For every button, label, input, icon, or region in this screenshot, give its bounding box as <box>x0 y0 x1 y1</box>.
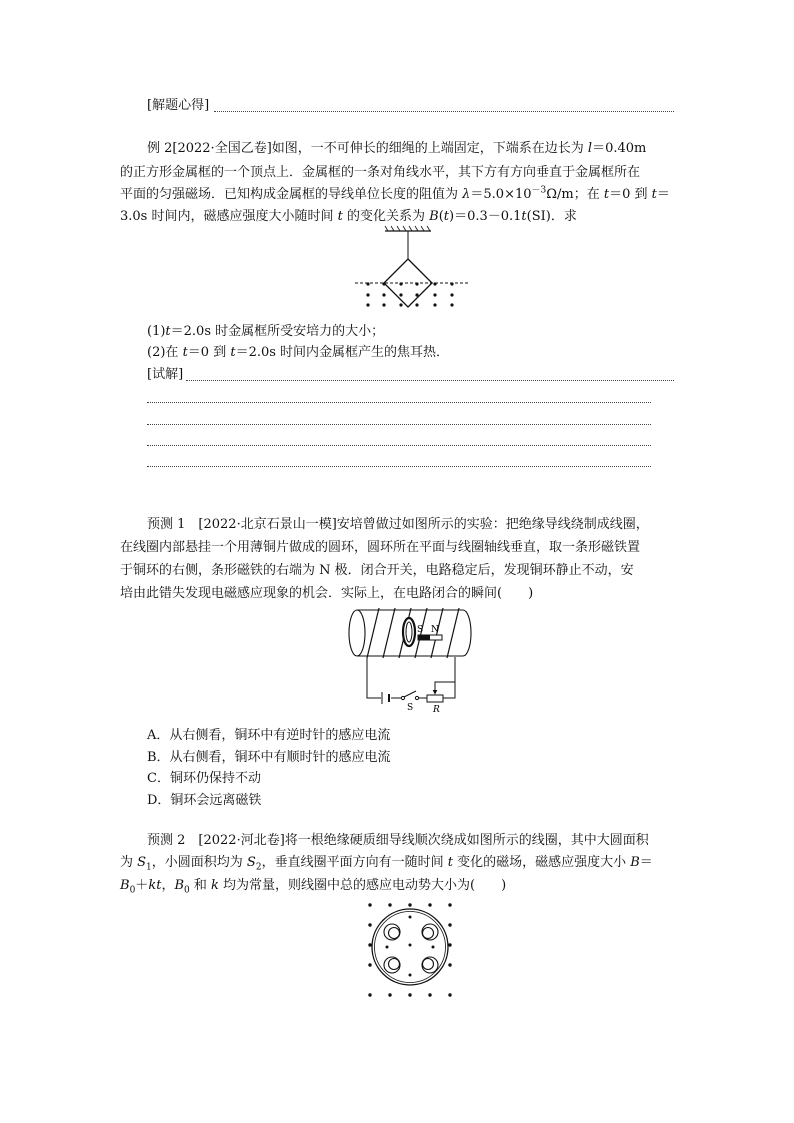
answer-line[interactable] <box>147 424 651 425</box>
p1-text: 于铜环的右侧，条形磁铁的右端为 N 极．闭合开关，电路稳定后，发现铜环静止不动，安 <box>120 563 634 578</box>
ceiling-hatch <box>385 226 430 231</box>
p2-subscript: 2 <box>255 862 262 873</box>
ex2-symbol-lambda: λ <box>462 187 471 202</box>
magnetic-field-dots <box>366 282 453 306</box>
ex2-symbol-t: t <box>603 187 610 202</box>
p2-text: ＝ <box>639 855 653 870</box>
p1-text: 在线圈内部悬挂一个用薄铜片做成的圆环，圆环所在平面与线圈轴线垂直，取一条形磁铁置 <box>120 540 641 555</box>
ex2-text: 的正方形金属框的一个顶点上．金属框的一条对角线水平，其下方有方向垂直于金属框所在 <box>120 165 641 180</box>
p1-figure <box>345 602 485 717</box>
small-circles <box>384 924 438 973</box>
ex2-text: ＝2.0s 时间内金属框产生的焦耳热． <box>235 345 450 360</box>
p2-subscript: 0 <box>184 885 190 896</box>
p1-label: 预测 1 <box>147 517 186 532</box>
ex2-label: 例 2 <box>147 141 173 156</box>
p1-line-4 <box>120 584 533 604</box>
p2-line-1 <box>147 831 649 851</box>
answer-line[interactable] <box>214 111 674 112</box>
ex2-text: )＝0.3－0.1 <box>449 209 522 224</box>
option-text: A．从右侧看，铜环中有逆时针的感应电流 <box>147 728 391 743</box>
switch-label: S <box>407 703 414 713</box>
ex2-figure <box>355 225 475 310</box>
p2-subscript: 1 <box>146 862 152 873</box>
ex2-line-2 <box>120 163 640 183</box>
p1-option-a[interactable] <box>147 726 390 746</box>
rheostat-label: R <box>433 705 440 715</box>
ex2-text: (2)在 <box>147 345 183 360</box>
p1-option-c[interactable] <box>147 769 261 789</box>
ex2-text: 如图，一不可伸长的细绳的上端固定，下端系在边长为 <box>271 141 588 156</box>
magnet-s-label: S <box>417 625 424 635</box>
ex2-symbol-t: t <box>230 345 236 360</box>
p2-text: ＋ <box>135 878 149 893</box>
p2-subscript: 0 <box>129 885 136 896</box>
p2-symbol-B: B <box>120 878 130 893</box>
ex2-text: ＝0 到 <box>609 187 652 202</box>
ex2-text: (SI)．求 <box>526 209 577 224</box>
ex2-line-3 <box>120 185 670 205</box>
p2-symbol-k: k <box>148 878 157 893</box>
ex2-text: 3.0s 时间内，磁感应强度大小随时间 <box>120 209 338 224</box>
p2-symbol-t: t <box>447 855 453 870</box>
ex2-text: ＝2.0s 时金属框所受安培力的大小； <box>170 324 385 339</box>
p1-line-3 <box>120 561 634 581</box>
ex2-text: ＝0 到 <box>187 345 231 360</box>
reflection-label <box>147 96 209 116</box>
answer-line[interactable] <box>186 380 674 381</box>
p1-source: [2022·北京石景山一模] <box>198 517 337 532</box>
p2-figure <box>360 895 470 1005</box>
p2-label: 预测 2 <box>147 833 186 848</box>
p1-text: 培由此错失发现电磁感应现象的机会．实际上，在电路闭合的瞬间( ) <box>120 586 534 601</box>
p2-symbol-t: t <box>156 878 162 893</box>
ex2-text: Ω/m；在 <box>546 187 604 202</box>
ex2-symbol-t: t <box>182 345 188 360</box>
rheostat-slider <box>433 690 437 694</box>
ex2-symbol-l: l <box>587 141 593 156</box>
ex2-question-2 <box>147 343 449 363</box>
battery-icon <box>382 692 389 704</box>
solenoid-left-end <box>349 610 365 656</box>
ex2-question-1 <box>147 322 384 342</box>
ex2-symbol-t: t <box>443 209 449 224</box>
ex2-text: 的变化关系为 <box>342 209 430 224</box>
p2-text: ， <box>161 878 175 893</box>
ex2-text: ( <box>438 209 444 224</box>
ex2-line-4 <box>120 207 577 227</box>
ex2-source: [2022·全国乙卷] <box>172 141 272 156</box>
switch-icon <box>401 691 418 700</box>
ex2-symbol-t: t <box>165 324 171 339</box>
p2-symbol-S1: S <box>137 855 147 870</box>
p2-line-3 <box>120 876 506 896</box>
p2-text: ，垂直线圈平面方向有一随时间 <box>261 855 448 870</box>
p1-text: 安培曾做过如图所示的实验：把绝缘导线绕制成线圈， <box>336 517 649 532</box>
ex2-text: ＝ <box>656 187 670 202</box>
ex2-text: 平面的匀强磁场．已知构成金属框的导线单位长度的阻值为 <box>120 187 463 202</box>
option-text: D．铜环会远离磁铁 <box>147 793 262 808</box>
ex2-symbol-t: t <box>337 209 343 224</box>
p2-text: 均为常量，则线圈中总的感应电动势大小为( ) <box>218 878 507 893</box>
reflection-label-text: [解题心得] <box>147 98 210 113</box>
ex2-symbol-t: t <box>651 187 657 202</box>
option-text: B．从右侧看，铜环中有顺时针的感应电流 <box>147 750 391 765</box>
option-text: C．铜环仍保持不动 <box>147 771 261 786</box>
ex2-text: ＝0.40m <box>592 141 647 156</box>
p1-option-d[interactable] <box>147 791 261 811</box>
answer-line[interactable] <box>147 402 651 403</box>
p1-option-b[interactable] <box>147 748 391 768</box>
magnet-n-label: N <box>431 625 439 635</box>
ex2-text: (1) <box>147 324 166 339</box>
p2-text: 为 <box>120 855 138 870</box>
p2-symbol-S2: S <box>246 855 256 870</box>
ex2-text: ＝5.0×10 <box>470 187 532 202</box>
ex2-trial-label <box>147 365 183 385</box>
trial-label-text: [试解] <box>147 367 184 382</box>
p2-line-2 <box>120 853 653 873</box>
answer-line[interactable] <box>147 445 651 446</box>
p2-symbol-B: B <box>174 878 185 893</box>
answer-line[interactable] <box>147 466 651 467</box>
circuit-wires <box>367 657 455 698</box>
p2-symbol-B: B <box>630 855 640 870</box>
ex2-symbol-t: t <box>521 209 527 224</box>
rheostat <box>427 695 443 702</box>
p2-symbol-k: k <box>211 878 219 893</box>
p1-line-1 <box>147 515 649 535</box>
p2-source: [2022·河北卷] <box>198 833 285 848</box>
p2-text: 将一根绝缘硬质细导线顺次绕成如图所示的线圈，其中大圆面积 <box>284 833 649 848</box>
ex2-symbol-B: B <box>429 209 439 224</box>
p2-text: 变化的磁场，磁感应强度大小 <box>452 855 631 870</box>
p2-text: ，小圆面积均为 <box>151 855 247 870</box>
p1-line-2 <box>120 538 640 558</box>
p2-text: 和 <box>189 878 212 893</box>
ex2-line-1 <box>147 139 646 159</box>
ex2-exponent: －3 <box>531 185 547 196</box>
